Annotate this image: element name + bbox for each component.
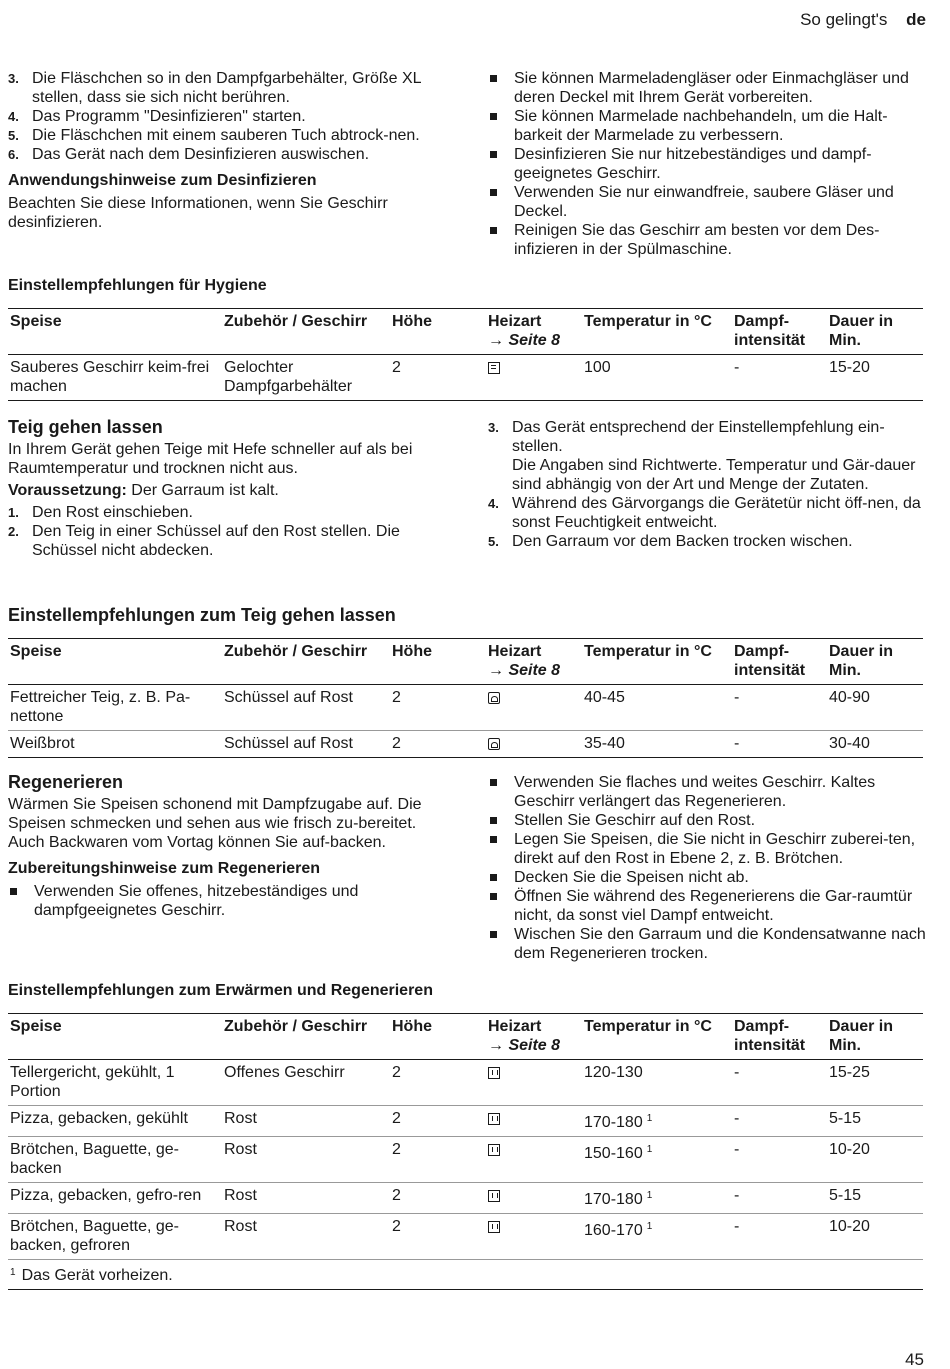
hygiene-icon (488, 362, 500, 374)
list-item: Verwenden Sie nur einwandfreie, saubere Gläser und Deckel. (488, 183, 928, 221)
dough-proving-icon (488, 738, 500, 750)
footnote-ref: 1 (646, 1144, 653, 1155)
table-row: Pizza, gebacken, gekühlt Rost 2 170-180 $^1$ - 5-15 (8, 1106, 923, 1137)
table-row: Fettreicher Teig, z. B. Pa-nettone Schüssel auf Rost 2 40-45 - 40-90 (8, 685, 923, 731)
list-item: 1. Den Rost einschieben. (8, 504, 193, 521)
table-header-row: Speise Zubehör / Geschirr Höhe Heizart → Seite 8 Temperatur in °C Dampf-intensität Dauer in Min. (8, 1014, 923, 1060)
bullet-list (8, 882, 438, 920)
list-item: Sie können Marmeladengläser oder Einmachgläser und deren Deckel mit Ihrem Gerät vorbereiten. (488, 69, 928, 107)
table-row: Tellergericht, gekühlt, 1 Portion Offenes Geschirr 2 120-130 - 15-25 (8, 1060, 923, 1106)
regenerate-icon (488, 1221, 500, 1233)
table-header-row: Speise Zubehör / Geschirr Höhe Heizart → Seite 8 Temperatur in °C Dampf-intensität Dauer in Min. (8, 309, 923, 355)
regen-right-column (488, 773, 928, 963)
paragraph: Wärmen Sie Speisen schonend mit Dampfzugabe auf. Die Speisen schmecken und sehen aus wie frisch zu-bereitet. Auch Backwaren vom Vortag können Sie auf-backen. (8, 796, 422, 851)
regenerate-icon (488, 1113, 500, 1125)
footnote-ref: 1 (646, 1190, 653, 1201)
list-item: 4. Während des Gärvorgangs die Gerätetür nicht öff-nen, da sonst Feuchtigkeit entweicht. (488, 495, 921, 531)
table-title: Einstellempfehlungen zum Erwärmen und Regenerieren (8, 982, 433, 999)
list-item: 3. Das Gerät entsprechend der Einstellempfehlung ein-stellen. Die Angaben sind Richtwerte. Temperatur und Gär-dauer sind abhängig von der Art und Menge der Zutaten. (488, 419, 916, 493)
section-title: So gelingt's (800, 10, 888, 29)
list-item: 5. Den Garraum vor dem Backen trocken wischen. (488, 533, 853, 550)
list-item: Legen Sie Speisen, die Sie nicht in Geschirr zuberei-ten, direkt auf den Rost in Ebene 2, z. B. Brötchen. (488, 830, 928, 868)
prerequisite: Voraussetzung: Der Garraum ist kalt. (8, 482, 279, 499)
section-heading: Regenerieren (8, 772, 124, 792)
teig-left-column (8, 418, 438, 560)
list-item: 6. Das Gerät nach dem Desinfizieren auswischen. (8, 146, 370, 163)
paragraph: In Ihrem Gerät gehen Teige mit Hefe schneller auf als bei Raumtemperatur und trocknen nicht aus. (8, 441, 413, 477)
language-code: de (906, 10, 926, 29)
list-item: Öffnen Sie während des Regenerierens die Gar-raumtür nicht, da sonst viel Dampf entweicht. (488, 887, 928, 925)
footnote-ref: 1 (646, 1221, 653, 1232)
footnote-mark: 1 (10, 1267, 16, 1278)
subheading: Anwendungshinweise zum Desinfizieren (8, 172, 317, 189)
list-item: 4. Das Programm "Desinfizieren" starten. (8, 108, 306, 125)
page-number: 45 (905, 1350, 924, 1369)
regenerate-icon (488, 1190, 500, 1202)
list-item: 5. Die Fläschchen mit einem sauberen Tuch abtrock-nen. (8, 127, 420, 144)
list-item: Desinfizieren Sie nur hitzebeständiges und dampf-geeignetes Geschirr. (488, 145, 928, 183)
list-item: 2. Den Teig in einer Schüssel auf den Rost stellen. Die Schüssel nicht abdecken. (8, 523, 400, 559)
regenerate-icon (488, 1144, 500, 1156)
hygiene-table (8, 308, 923, 401)
page-header (800, 10, 926, 29)
regenerate-icon (488, 1067, 500, 1079)
top-right-column (488, 69, 928, 259)
table-title: Einstellempfehlungen zum Teig gehen lassen (8, 605, 396, 625)
table-header-row: Speise Zubehör / Geschirr Höhe Heizart → Seite 8 Temperatur in °C Dampf-intensität Dauer in Min. (8, 639, 923, 685)
table-row: Brötchen, Baguette, ge-backen Rost 2 150-160 $^1$ - 10-20 (8, 1137, 923, 1183)
list-item: Reinigen Sie das Geschirr am besten vor dem Des-infizieren in der Spülmaschine. (488, 221, 928, 259)
footnote-text: Das Gerät vorheizen. (21, 1267, 173, 1284)
list-item: Stellen Sie Geschirr auf den Rost. (488, 811, 928, 830)
footnote-ref: 1 (646, 1113, 653, 1124)
teig-table (8, 638, 923, 758)
list-item: Decken Sie die Speisen nicht ab. (488, 868, 928, 887)
bullet-list (488, 69, 928, 259)
table-row: Sauberes Geschirr keim-frei machen Gelochter Dampfgarbehälter 2 100 - 15-20 (8, 355, 923, 401)
steps-list (8, 503, 438, 560)
list-item: Wischen Sie den Garraum und die Kondensatwanne nach dem Regenerieren trocken. (488, 925, 928, 963)
dough-proving-icon (488, 692, 500, 704)
list-item: 3. Die Fläschchen so in den Dampfgarbehälter, Größe XL stellen, dass sie sich nicht berühren. (8, 70, 421, 106)
top-left-column (8, 69, 438, 232)
table-row: Weißbrot Schüssel auf Rost 2 35-40 - 30-40 (8, 731, 923, 758)
regen-table (8, 1013, 923, 1290)
table-title: Einstellempfehlungen für Hygiene (8, 277, 267, 294)
subheading: Zubereitungshinweise zum Regenerieren (8, 860, 321, 877)
bullet-list (488, 773, 928, 963)
teig-right-column (488, 418, 928, 551)
list-item: Verwenden Sie offenes, hitzebeständiges und dampfgeeignetes Geschirr. (8, 882, 438, 920)
footnote-row (8, 1260, 923, 1290)
steps-list (8, 69, 438, 164)
table-row: Pizza, gebacken, gefro-ren Rost 2 170-180 $^1$ - 5-15 (8, 1183, 923, 1214)
paragraph: Beachten Sie diese Informationen, wenn Sie Geschirr desinfizieren. (8, 195, 388, 231)
section-heading: Teig gehen lassen (8, 417, 163, 437)
regen-left-column (8, 773, 438, 920)
table-row: Brötchen, Baguette, ge-backen, gefroren Rost 2 160-170 $^1$ - 10-20 (8, 1214, 923, 1260)
list-item: Sie können Marmelade nachbehandeln, um die Halt-barkeit der Marmelade zu verbessern. (488, 107, 928, 145)
steps-list (488, 418, 928, 551)
list-item: Verwenden Sie flaches und weites Geschirr. Kaltes Geschirr verlängert das Regenerieren. (488, 773, 928, 811)
